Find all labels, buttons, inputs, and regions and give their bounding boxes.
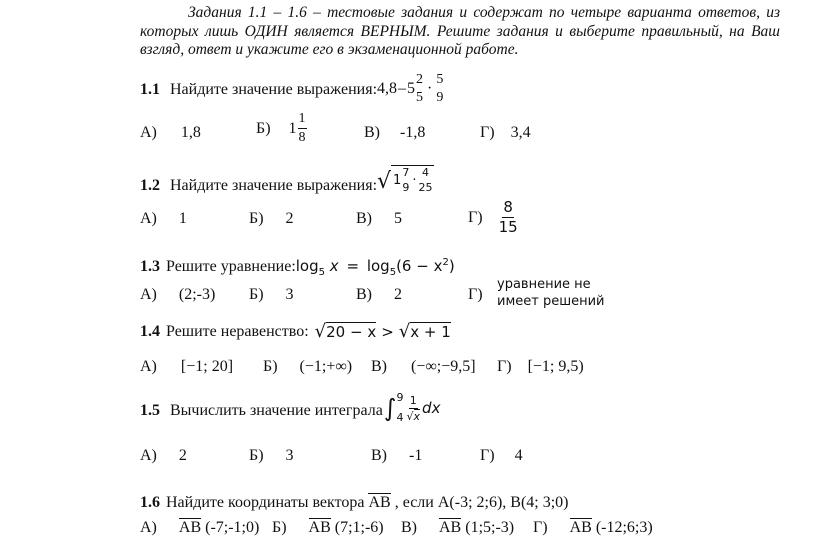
option-c-1-2[interactable]: В) 5 bbox=[356, 210, 402, 227]
question-1-3: 1.3 Решите уравнение: $\log_5 x = \log_5(6 - x^2)$ bbox=[140, 257, 455, 278]
option-b-1-6[interactable]: Б) AB (7;1;-6) bbox=[272, 519, 384, 536]
option-a-1-6[interactable]: А) AB (-7;-1;0) bbox=[140, 519, 260, 536]
option-b-1-1[interactable]: Б) 1 $\frac{1}{8}$ bbox=[256, 111, 306, 145]
expression-1-2: √ 1 7 9 · 4 25 bbox=[377, 166, 433, 194]
question-text: Найдите значение выражения: bbox=[170, 81, 378, 98]
question-1-4: 1.4 Решите неравенство: √ 20 − x > √ x + 1 bbox=[140, 321, 451, 342]
question-number: 1.1 bbox=[140, 81, 160, 98]
option-a-1-3[interactable]: А) (2;-3) bbox=[140, 286, 216, 303]
option-d-1-1[interactable]: Г) 3,4 bbox=[480, 124, 531, 141]
fraction: 5 9 bbox=[436, 72, 444, 105]
fraction: 2 5 bbox=[416, 72, 423, 105]
option-d-1-4[interactable]: Г) [−1; 9,5) bbox=[497, 358, 584, 375]
option-a-1-4[interactable]: А) [−1; 20] bbox=[140, 358, 234, 375]
question-1-5: 1.5 Вычислить значение интеграла bbox=[140, 402, 383, 419]
option-d-1-6[interactable]: Г) AB (-12;6;3) bbox=[533, 519, 653, 536]
option-c-1-5[interactable]: В) -1 bbox=[371, 447, 423, 464]
option-c-1-1[interactable]: В) -1,8 bbox=[364, 124, 426, 141]
question-1-1 bbox=[140, 81, 377, 99]
equation: $\log_5 x = \log_5(6 - x^2)$ bbox=[295, 257, 455, 278]
expression-1-1: 4,8 – 5 2 5 · 5 9 bbox=[377, 72, 444, 105]
option-a-1-2[interactable]: А) 1 bbox=[140, 210, 187, 227]
inequality: √ 20 − x > √ x + 1 bbox=[314, 321, 451, 342]
option-b-1-4[interactable]: Б) (−1;+∞) bbox=[263, 358, 353, 375]
option-c-1-6[interactable]: В) AB (1;5;-3) bbox=[401, 519, 515, 536]
option-b-1-5[interactable]: Б) 3 bbox=[249, 447, 294, 464]
option-d-1-3[interactable]: Г) bbox=[468, 286, 483, 303]
instructions-paragraph: Задания 1.1 – 1.6 – тестовые задания и содержат по четыре варианта ответов, из которых лишь ОДИН является ВЕРНЫМ. Решите задания и выберите правильный, на Ваш взгляд, ответ и укажите его в экзаменационной работе. bbox=[140, 4, 780, 58]
sqrt-sign: √ bbox=[377, 169, 392, 194]
option-c-1-3[interactable]: В) 2 bbox=[356, 286, 402, 303]
option-b-1-2[interactable]: Б) 2 bbox=[249, 210, 294, 227]
option-d-1-3-text: уравнение не имеет решений bbox=[497, 277, 605, 309]
option-a-1-1[interactable]: А) 1,8 bbox=[140, 124, 201, 141]
option-b-1-3[interactable]: Б) 3 bbox=[249, 286, 294, 303]
integral: ∫ 9 4 $\frac{1}{√x}$ dx bbox=[384, 391, 441, 424]
question-1-2: 1.2 Найдите значение выражения: bbox=[140, 177, 378, 194]
question-1-6: 1.6 Найдите координаты вектора AB , если A(-3; 2;6), B(4; 3;0) bbox=[140, 494, 569, 511]
option-d-1-2[interactable]: Г) $\frac{8}{15}$ bbox=[468, 198, 518, 236]
vector-ab: AB bbox=[368, 494, 391, 511]
option-c-1-4[interactable]: В) (−∞;−9,5] bbox=[371, 358, 476, 375]
option-a-1-5[interactable]: А) 2 bbox=[140, 447, 187, 464]
fraction: $\frac{1}{8}$ bbox=[298, 111, 306, 145]
fraction: $\frac{8}{15}$ bbox=[498, 198, 518, 236]
option-d-1-5[interactable]: Г) 4 bbox=[480, 447, 523, 464]
